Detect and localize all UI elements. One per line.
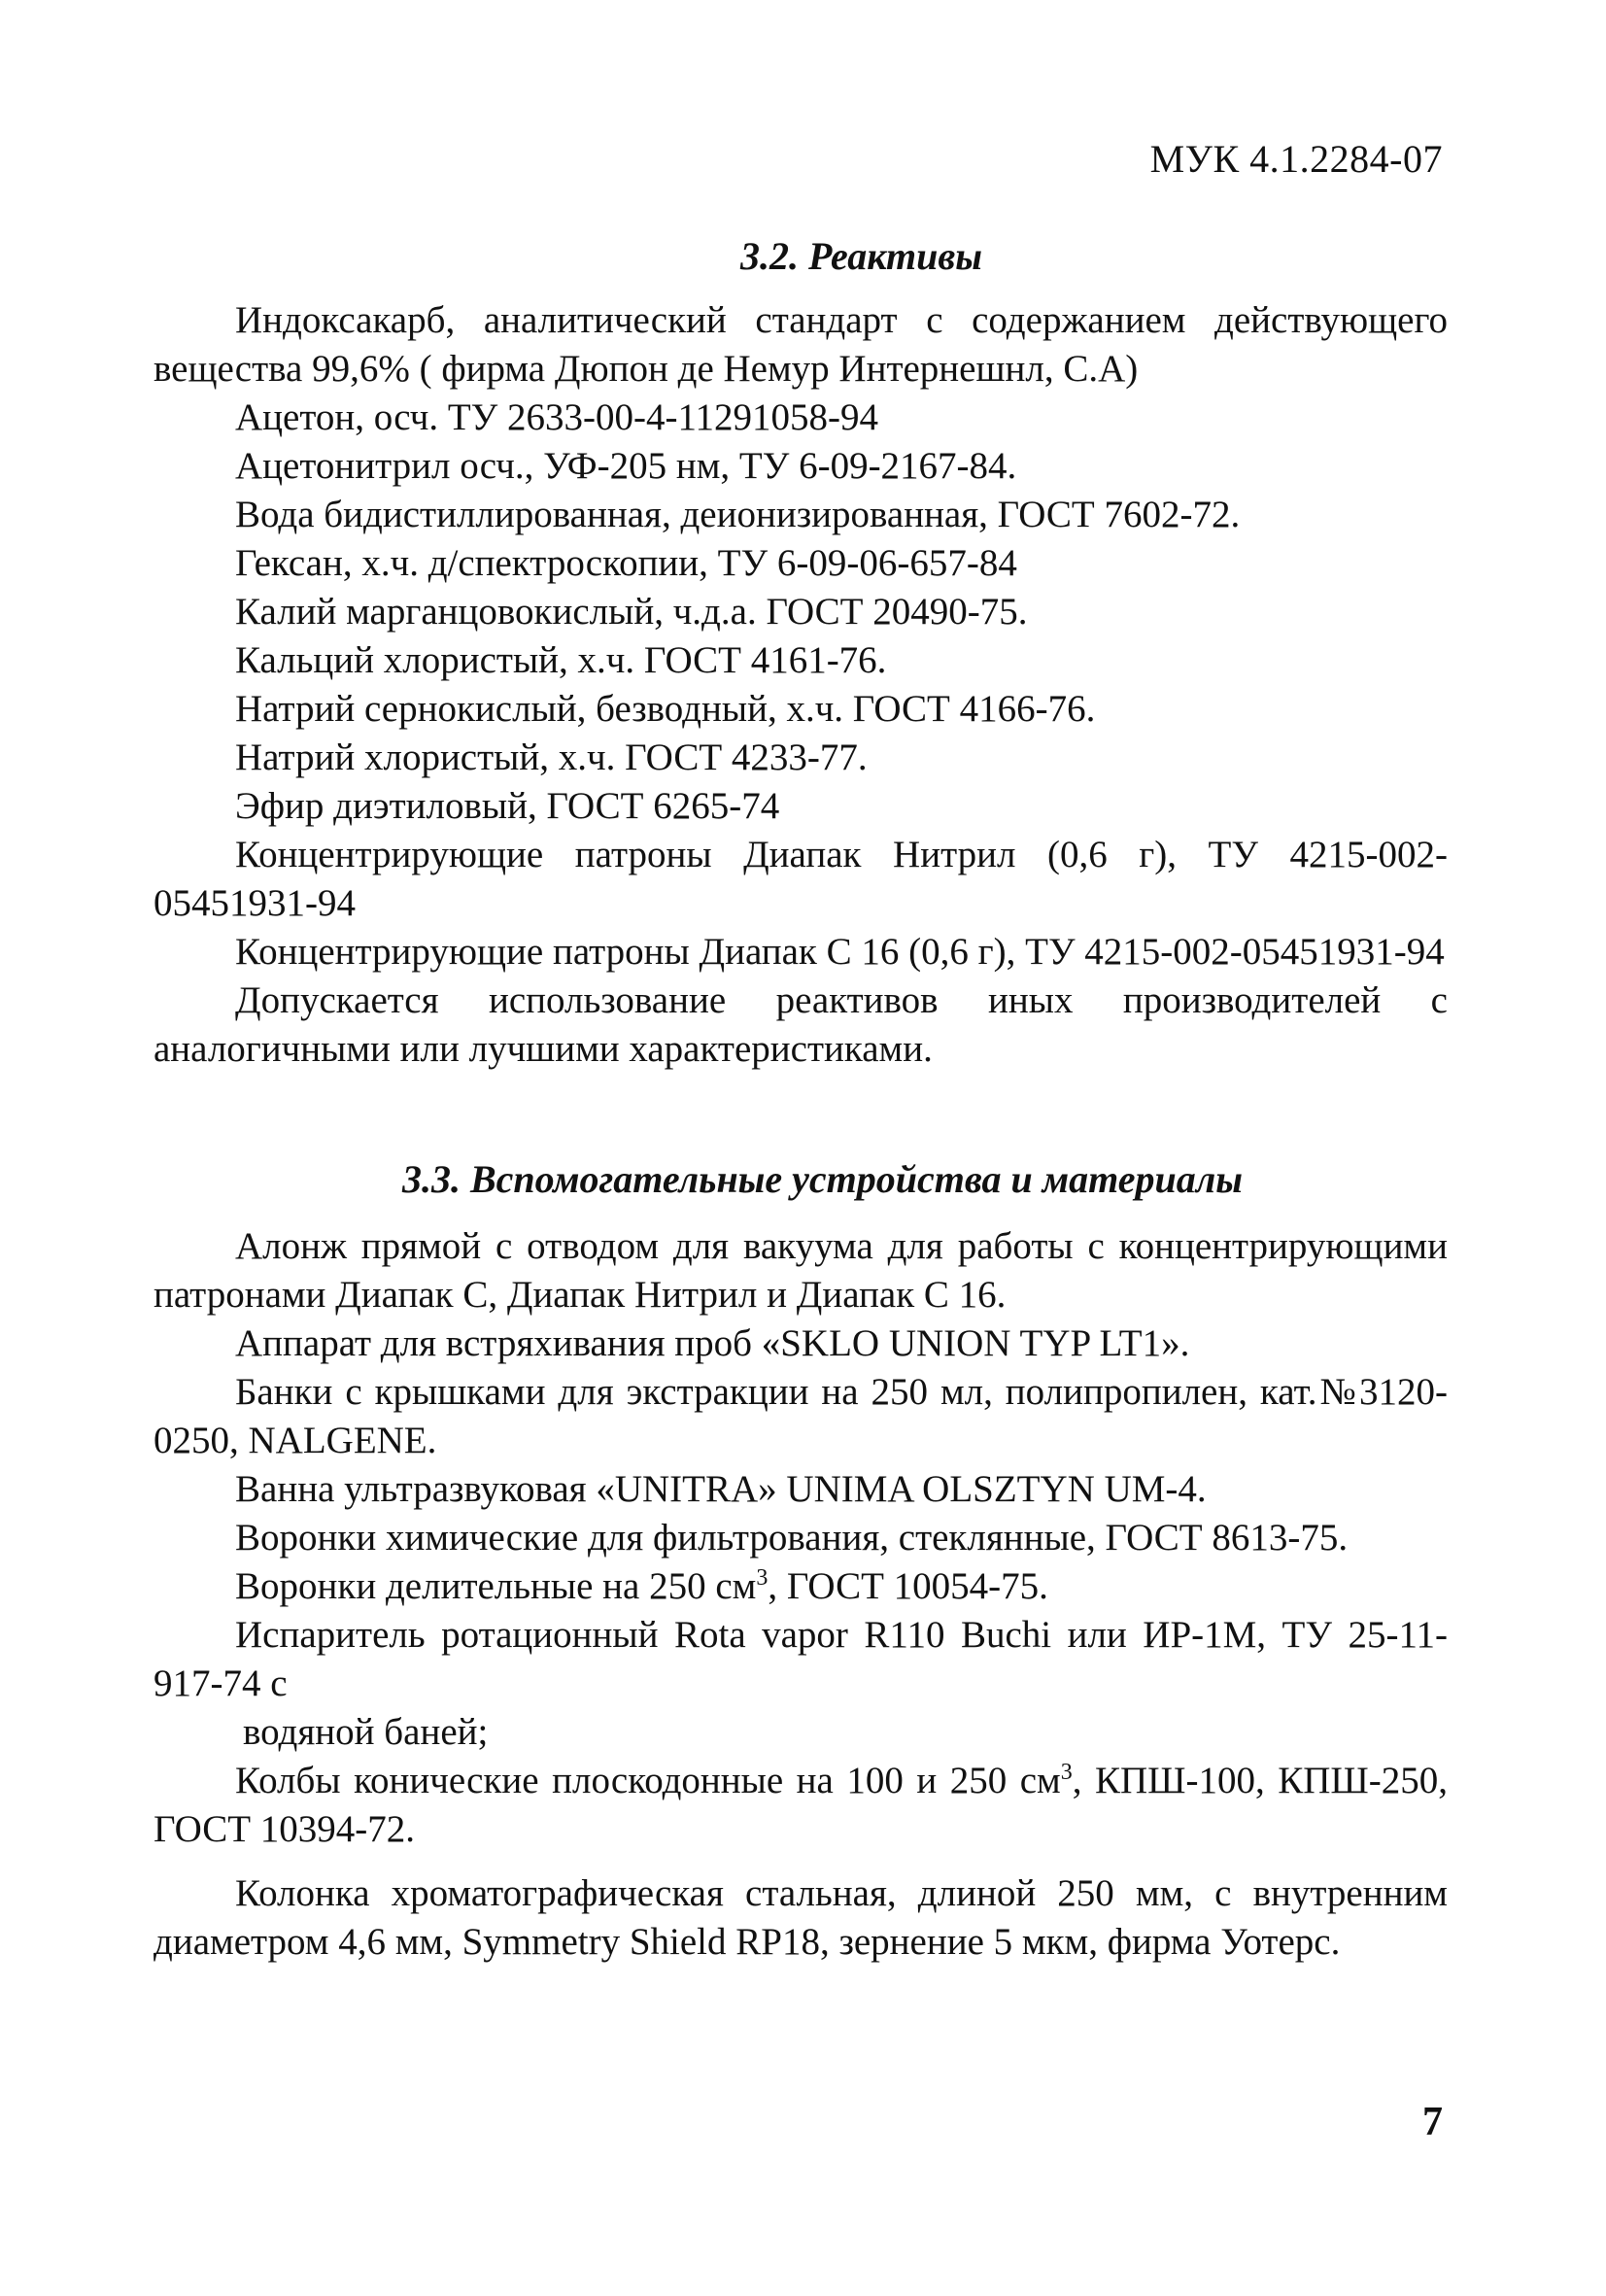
aux-item-text: , ГОСТ 10054-75.	[768, 1565, 1048, 1607]
aux-item	[154, 1757, 1448, 1854]
reagent-item: Натрий сернокислый, безводный, х.ч. ГОСТ 4166-76.	[235, 688, 1096, 730]
aux-item: водяной баней;	[243, 1711, 489, 1753]
section-heading-aux: 3.3. Вспомогательные устройства и материалы	[401, 1157, 1244, 1201]
aux-item: Аппарат для встряхивания проб «SKLO UNION TYP LT1».	[235, 1322, 1190, 1364]
page-number: 7	[1422, 2100, 1443, 2144]
aux-list	[154, 1222, 1448, 1967]
section-heading-reagents: 3.2. Реактивы	[740, 234, 982, 278]
reagent-item: Вода бидистиллированная, деионизированная, ГОСТ 7602-72.	[235, 494, 1241, 535]
aux-item-text: Колбы конические плоскодонные на 100 и 250 см	[235, 1760, 1061, 1801]
superscript: 3	[1060, 1760, 1073, 1785]
aux-item: Алонж прямой с отводом для вакуума для работы с концентрирующими патронами Диапак С, Диапак Нитрил и Диапак С 16.	[154, 1225, 1448, 1316]
aux-item-text: Воронки делительные на 250 см	[235, 1565, 757, 1607]
aux-item: Испаритель ротационный Rota vapor R110 Buchi или ИР-1М, ТУ 25-11-917-74 с	[154, 1614, 1448, 1704]
reagent-item: Индоксакарб, аналитический стандарт с содержанием действующего вещества 99,6% ( фирма Дюпон де Немур Интернешнл, С.А)	[154, 299, 1448, 390]
reagent-item: Калий марганцовокислый, ч.д.а. ГОСТ 20490-75.	[235, 591, 1028, 633]
reagent-item: Натрий хлористый, х.ч. ГОСТ 4233-77.	[235, 737, 868, 778]
reagent-item: Кальций хлористый, х.ч. ГОСТ 4161-76.	[235, 639, 887, 681]
reagent-item: Концентрирующие патроны Диапак Нитрил (0,6 г), ТУ 4215-002-05451931-94	[154, 834, 1448, 924]
reagent-item: Гексан, х.ч. д/спектроскопии, ТУ 6-09-06-657-84	[235, 542, 1017, 584]
aux-item-text: , КПШ-100, КПШ-250, ГОСТ 10394-72.	[154, 1760, 1448, 1850]
aux-item: Колонка хроматографическая стальная, длиной 250 мм, с внутренним диаметром 4,6 мм, Symmetry Shield RP18, зернение 5 мкм, фирма Уотерс.	[154, 1872, 1448, 1963]
document-code: МУК 4.1.2284-07	[1149, 137, 1443, 181]
aux-item: Воронки химические для фильтрования, стеклянные, ГОСТ 8613-75.	[235, 1517, 1349, 1559]
reagent-note: Допускается использование реактивов иных производителей с аналогичными или лучшими характеристиками.	[154, 979, 1448, 1070]
superscript: 3	[756, 1565, 769, 1591]
reagent-item: Ацетонитрил осч., УФ-205 нм, ТУ 6-09-2167-84.	[235, 445, 1017, 487]
aux-item: Ванна ультразвуковая «UNITRA» UNIMA OLSZTYN UM-4.	[235, 1468, 1207, 1510]
reagents-list	[154, 296, 1448, 1074]
reagent-item: Концентрирующие патроны Диапак С 16 (0,6 г), ТУ 4215-002-05451931-94	[235, 931, 1445, 973]
reagent-item: Ацетон, осч. ТУ 2633-00-4-11291058-94	[235, 396, 879, 438]
reagent-item: Эфир диэтиловый, ГОСТ 6265-74	[235, 785, 780, 827]
aux-item	[154, 1562, 1448, 1611]
aux-item: Банки с крышками для экстракции на 250 мл, полипропилен, кат.№3120-0250, NALGENE.	[154, 1371, 1448, 1461]
